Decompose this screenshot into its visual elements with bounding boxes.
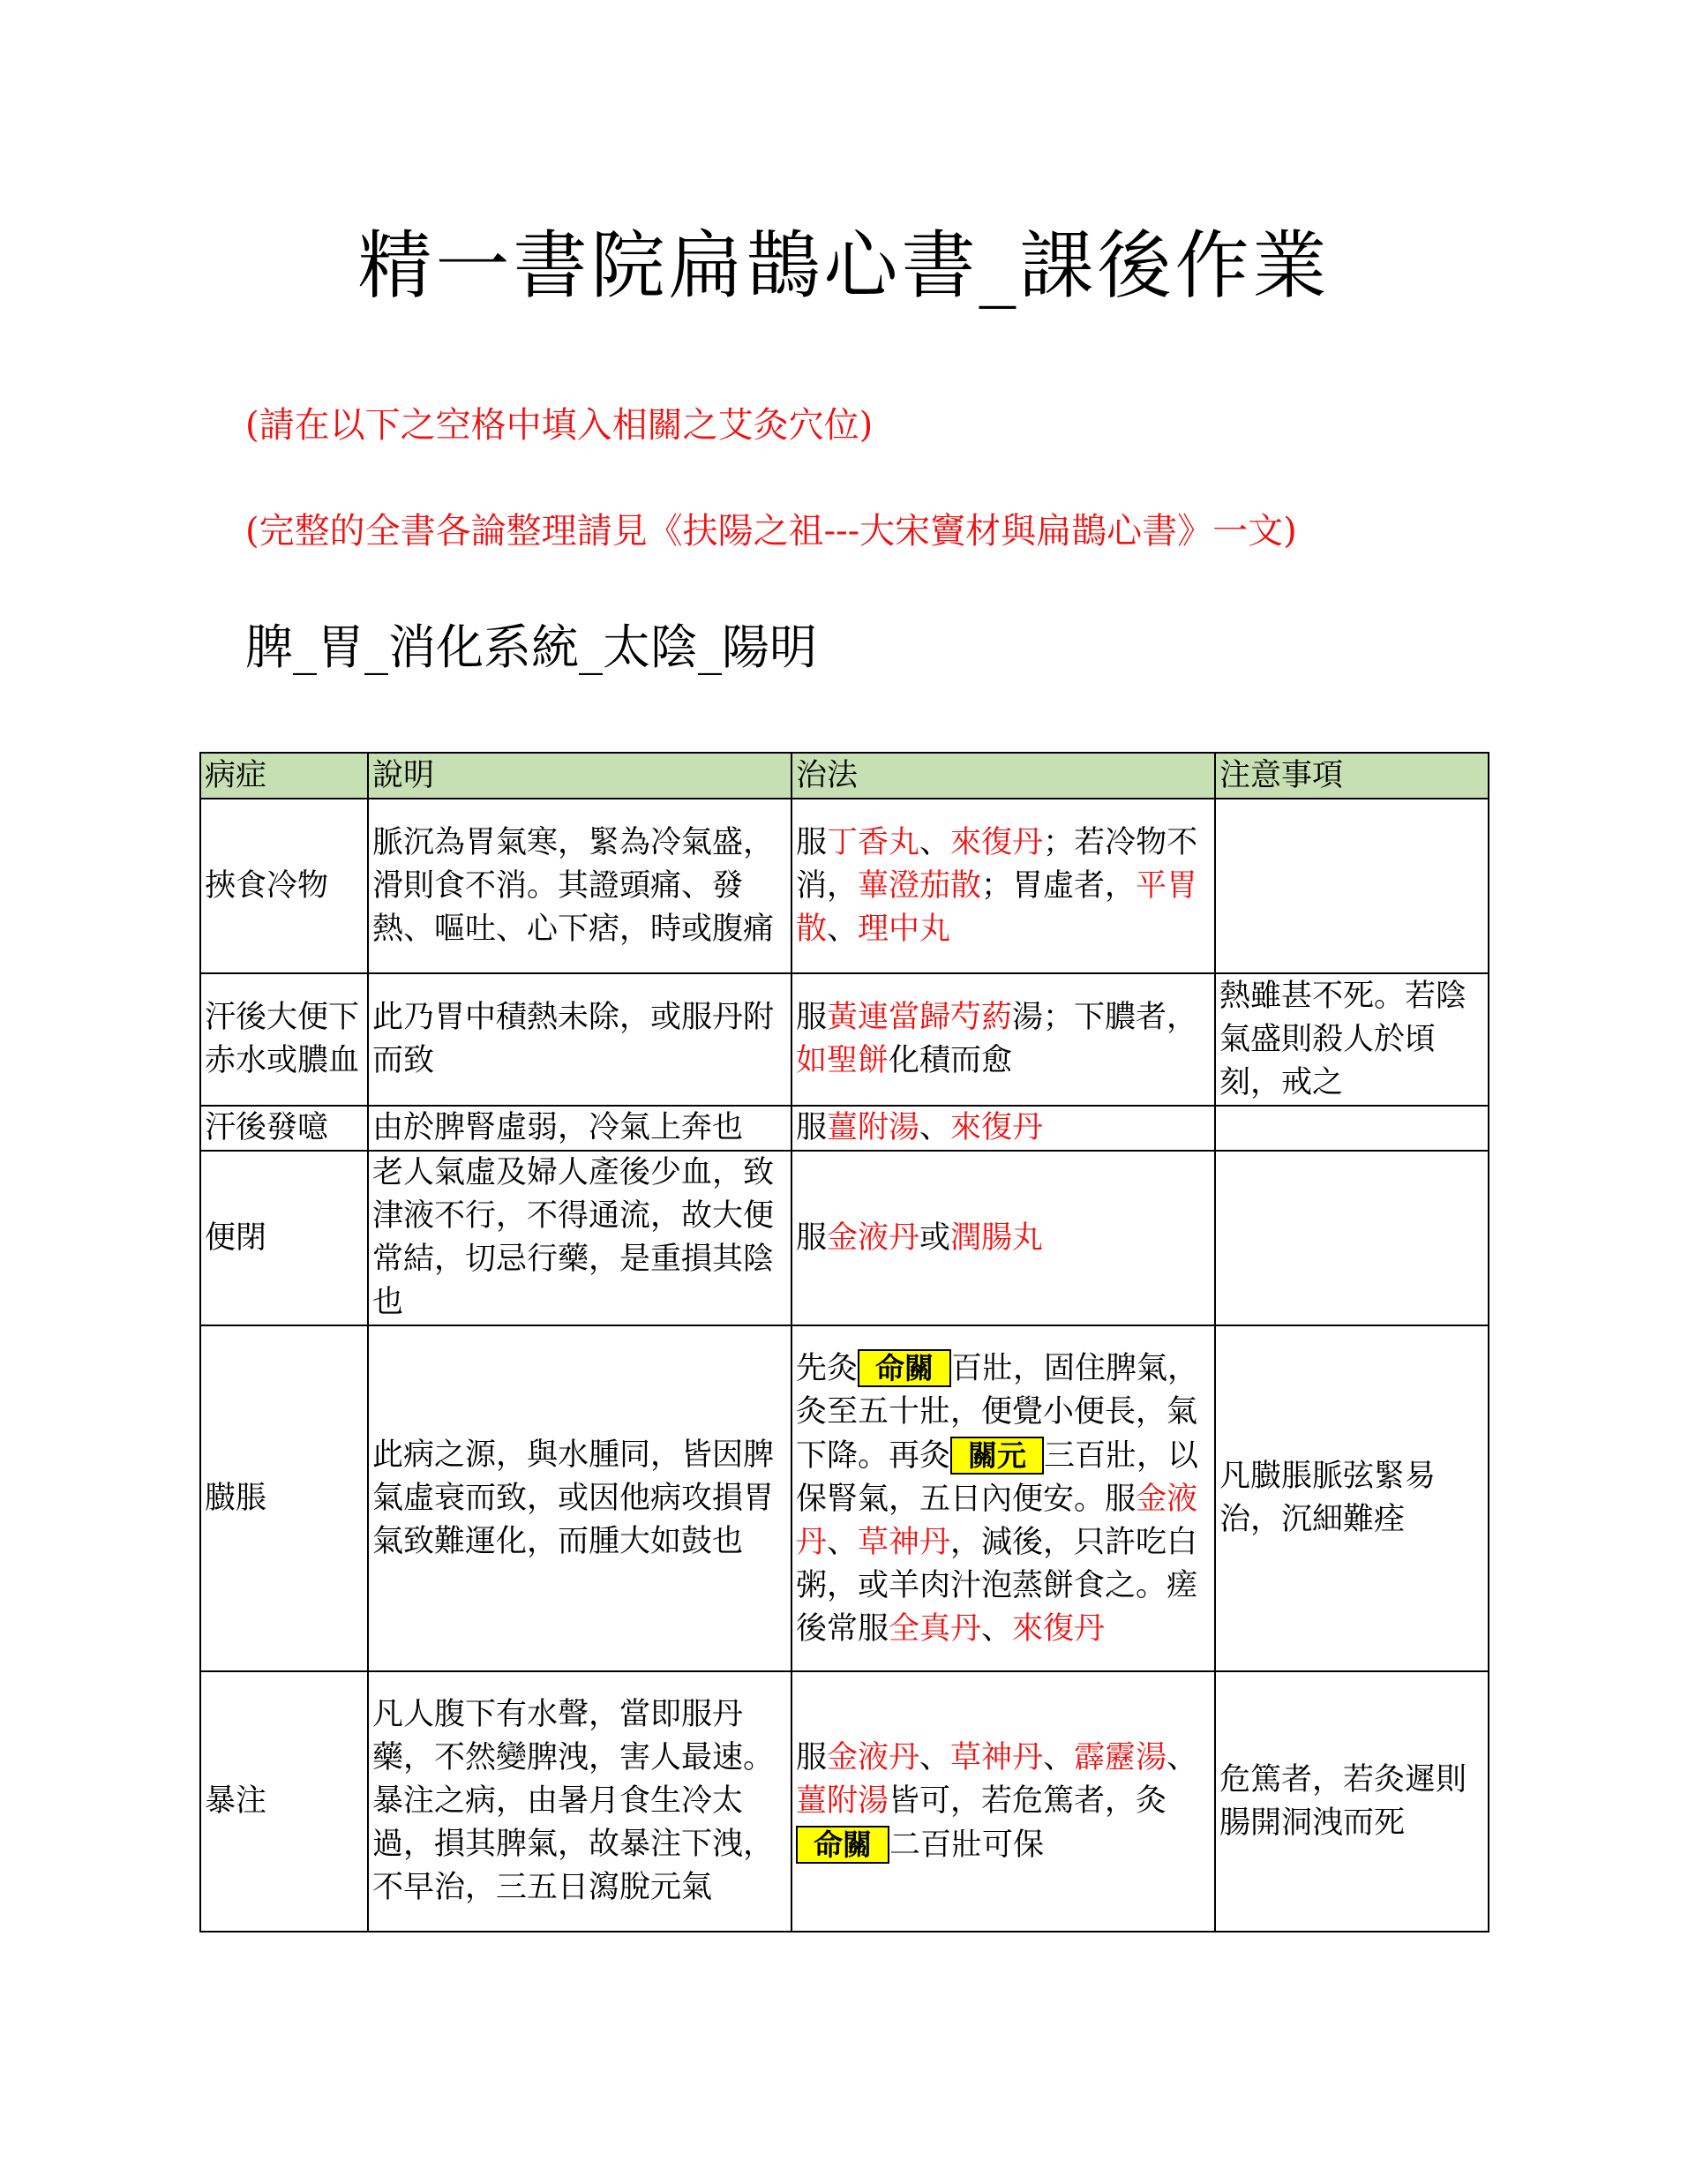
treatment-text: 、 [827,1524,859,1560]
cell-description: 此乃胃中積熱未除，或服丹附而致 [368,973,791,1106]
remedy-name: 來復丹 [1012,1610,1106,1647]
cell-notes: 凡臌脹脈弦緊易治，沉細難痊 [1215,1325,1489,1671]
treatment-text: 百壯，固住脾氣，灸至五十壯，便覺小便長，氣下降。再灸 [796,1350,1199,1474]
header-disease: 病症 [200,753,368,799]
cell-disease: 汗後發噫 [200,1106,368,1151]
treatment-text: ；胃虛者， [981,867,1137,904]
remedy-name: 薑附湯 [827,1110,920,1145]
acupoint-answer: 關元 [950,1437,1044,1475]
remedy-name: 丁香丸 [827,824,920,860]
remedy-name: 潤腸丸 [950,1220,1044,1256]
reference-note: (完整的全書各論整理請見《扶陽之祖---大宋竇材與扁鵲心書》一文) [245,511,1297,552]
treatment-text: 、 [981,1610,1013,1647]
treatment-text: 、 [1043,1739,1075,1775]
remedy-name: 全真丹 [889,1610,982,1647]
cell-description: 凡人腹下有水聲，當即服丹藥，不然變脾洩，害人最速。暴注之病，由暑月食生冷太過，損其脾氣，故暴注下洩，不早治，三五日瀉脫元氣 [368,1671,791,1932]
header-treatment: 治法 [791,753,1215,799]
treatment-text: 服 [796,1220,828,1256]
remedy-name: 金液丹 [827,1739,920,1775]
treatment-text: 服 [796,1110,828,1145]
remedy-name: 薑附湯 [796,1782,889,1819]
remedy-name: 金液丹 [796,1481,1198,1560]
instruction-note: (請在以下之空格中填入相關之艾灸穴位) [245,405,874,446]
treatment-text: 化積而愈 [889,1043,1013,1078]
cell-description: 此病之源，與水腫同，皆因脾氣虛衰而致，或因他病攻損胃氣致難運化，而腫大如鼓也 [368,1325,791,1671]
cell-description: 脈沉為胃氣寒，緊為冷氣盛，滑則食不消。其證頭痛、發熱、嘔吐、心下痞，時或腹痛 [368,799,791,973]
page-title: 精一書院扁鵲心書_課後作業 [357,222,1331,309]
treatment-text: 湯；下膿者， [1012,1000,1198,1035]
table-row [200,1671,1489,1932]
remedy-name: 如聖餅 [796,1043,889,1078]
cell-treatment [791,1106,1215,1151]
treatment-text: 服 [796,1000,828,1035]
homework-table [199,752,1489,1933]
remedy-name: 來復丹 [950,1110,1044,1145]
treatment-text: ，減後，只許吃白粥，或羊肉汁泡蒸餅食之。瘥後常服 [796,1524,1198,1647]
remedy-name: 蓽澄茄散 [858,867,982,904]
cell-treatment [791,973,1215,1106]
cell-notes [1215,1151,1489,1325]
acupoint-answer: 命關 [796,1826,889,1864]
cell-treatment [791,799,1215,973]
cell-notes [1215,799,1489,973]
header-notes: 注意事項 [1215,753,1489,799]
table-row [200,1106,1489,1151]
treatment-text: 、 [919,824,951,860]
cell-disease: 便閉 [200,1151,368,1325]
table-header-row [200,753,1489,799]
cell-notes [1215,1106,1489,1151]
cell-treatment [791,1671,1215,1932]
remedy-name: 平胃散 [796,867,1198,947]
cell-disease: 挾食冷物 [200,799,368,973]
remedy-name: 草神丹 [858,1524,951,1560]
treatment-text: 三百壯，以保腎氣，五日內便安。服 [796,1437,1199,1517]
cell-description: 由於脾腎虛弱，冷氣上奔也 [368,1106,791,1151]
table-row [200,799,1489,973]
remedy-name: 來復丹 [950,824,1044,860]
remedy-name: 黃連當歸芍葯 [827,1000,1013,1035]
cell-disease: 暴注 [200,1671,368,1932]
treatment-text: 、 [827,911,859,947]
cell-disease: 汗後大便下赤水或膿血 [200,973,368,1106]
treatment-text: 二百壯可保 [889,1827,1045,1863]
treatment-text: 或 [919,1220,951,1256]
remedy-name: 草神丹 [950,1739,1044,1775]
acupoint-answer: 命關 [858,1349,951,1387]
treatment-text: 、 [1167,1739,1198,1775]
treatment-text: 先灸 [796,1350,859,1386]
cell-description: 老人氣虛及婦人產後少血，致津液不行，不得通流，故大便常結，切忌行藥，是重損其陰也 [368,1151,791,1325]
table-row [200,1325,1489,1671]
treatment-text: 、 [919,1739,951,1775]
cell-treatment [791,1151,1215,1325]
cell-notes: 熱雖甚不死。若陰氣盛則殺人於頃刻，戒之 [1215,973,1489,1106]
treatment-text: ；若冷物不消， [796,824,1198,904]
treatment-text: 服 [796,1739,828,1775]
treatment-text: 皆可，若危篤者，灸 [889,1782,1167,1819]
remedy-name: 霹靂湯 [1074,1739,1167,1775]
table-row [200,1151,1489,1325]
section-title: 脾_胃_消化系統_太陰_陽明 [245,619,817,675]
table-row [200,973,1489,1106]
header-description: 說明 [368,753,791,799]
remedy-name: 理中丸 [858,911,951,947]
treatment-text: 服 [796,824,828,860]
remedy-name: 金液丹 [827,1220,920,1256]
cell-disease: 臌脹 [200,1325,368,1671]
cell-treatment [791,1325,1215,1671]
treatment-text: 、 [919,1110,951,1145]
cell-notes: 危篤者，若灸遲則腸開洞洩而死 [1215,1671,1489,1932]
